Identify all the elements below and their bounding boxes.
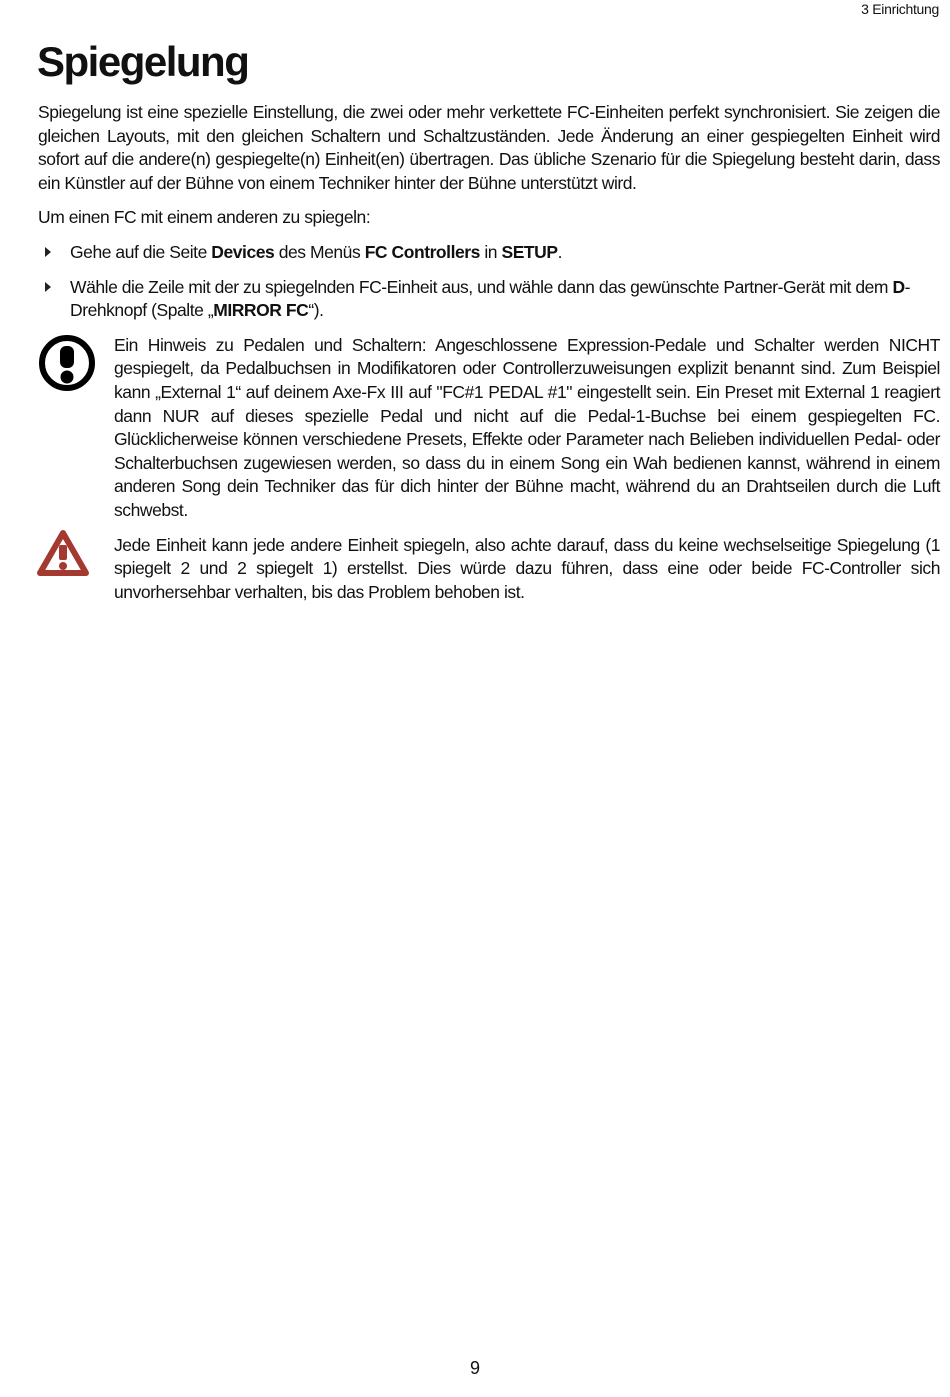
bullet-arrow-icon — [45, 247, 51, 257]
pedal-note — [38, 334, 940, 523]
intro-paragraph: Spiegelung ist eine spezielle Einstellung, die zwei oder mehr verkettete FC-Einheiten perfekt synchronisiert. Sie zeigen die gleichen Layouts, mit den gleichen Schaltern und Schaltzuständen. Jede Änderung an einer gespiegelten Einheit wird sofort auf die andere(n) gespiegelte(n) Einheit(en) übertragen. Das übliche Szenario für die Spiegelung besteht darin, dass ein Künstler auf der Bühne von einem Techniker hinter der Bühne unterstützt wird. — [38, 102, 940, 193]
warning-triangle-icon — [35, 528, 91, 580]
step-item: Gehe auf die Seite Devices des Menüs FC Controllers in SETUP. — [38, 241, 940, 265]
note-text: Ein Hinweis zu Pedalen und Schaltern: Angeschlossene Expression-Pedale und Schalter werden NICHT gespiegelt, da Pedalbuchsen in Modifikatoren oder Controllerzuweisungen explizit benannt sind. Zum Beispiel kann „External 1“ auf deinem Axe-Fx III auf "FC#1 PEDAL #1" eingestellt sein. Ein Preset mit External 1 reagiert dann NUR auf dieses spezielle Pedal und nicht auf die Pedal-1-Buchse bei einem gespiegelten FC. Glücklicherweise können verschiedene Presets, Effekte oder Parameter nach Belieben individuellen Pedal- oder Schalterbuchsen zugewiesen werden, so dass du in einem Song ein Wah bedienen kannst, während in einem anderen Song dein Techniker das für dich hinter der Bühne macht, während du an Drahtseilen durch die Luft schwebst. — [114, 334, 940, 520]
chapter-header: 3 Einrichtung — [861, 1, 939, 17]
step-item: Wähle die Zeile mit der zu spiegelnden FC-Einheit aus, und wähle dann das gewünschte Partner-Gerät mit dem D-Drehknopf (Spalte „MIRROR FC“). — [38, 276, 940, 323]
page-title: Spiegelung — [37, 38, 249, 85]
exclamation-circle-icon — [38, 334, 96, 392]
bullet-arrow-icon — [45, 282, 51, 292]
warning-note — [38, 534, 940, 605]
note-text: Jede Einheit kann jede andere Einheit spiegeln, also achte darauf, dass du keine wechselseitige Spiegelung (1 spiegelt 2 und 2 spiegelt 1) erstellst. Dies würde dazu führen, dass eine oder beide FC-Controller sich unvorhersehbar verhalten, bis das Problem behoben ist. — [114, 534, 940, 602]
page-number: 9 — [469, 1358, 480, 1378]
main-content — [38, 101, 940, 615]
instruction-lead: Um einen FC mit einem anderen zu spiegeln: — [38, 207, 371, 228]
